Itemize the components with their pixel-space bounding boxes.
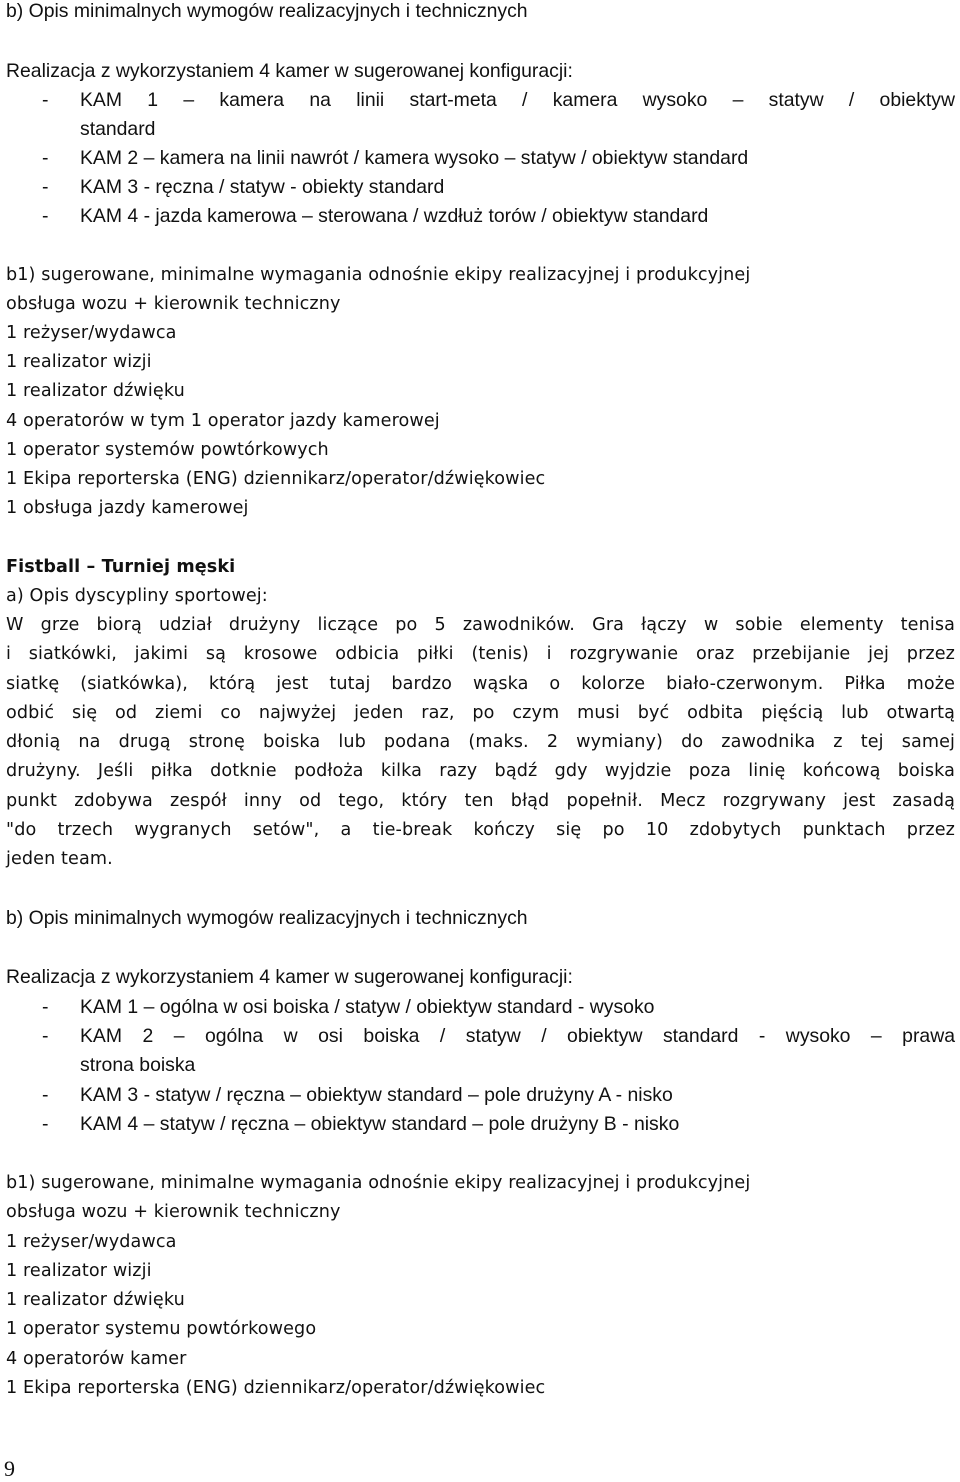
paragraph-line: "do trzech wygranych setów", a tie-break kończy się po 10 zdobytych punktach przez [6,820,955,840]
section1-item-1 [0,89,960,111]
paragraph-line: odbić się od ziemi co najwyżej jeden raz, po czym musi być odbita pięścią lub otwartą [6,703,955,723]
list-item-text: KAM 1 – kamera na linii start-meta / kamera wysoko – statyw / obiektyw [80,89,955,111]
crew1-line: 1 reżyser/wydawca [6,323,177,343]
crew2-heading: b1) sugerowane, minimalne wymagania odnośnie ekipy realizacyjnej i produkcyjnej [6,1173,751,1193]
crew2-line: obsługa wozu + kierownik techniczny [6,1202,341,1222]
fistball-title: Fistball – Turniej męski [6,557,236,577]
crew1-line: 1 realizator dźwięku [6,381,185,401]
list-item-text: KAM 2 – kamera na linii nawrót / kamera wysoko – statyw / obiektyw standard [80,147,749,169]
crew1-line: obsługa wozu + kierownik techniczny [6,294,341,314]
crew1-line: 1 obsługa jazdy kamerowej [6,498,249,518]
paragraph-line: W grze biorą udział drużyny liczące po 5 zawodników. Gra łączy w sobie elementy tenisa [6,615,955,635]
fistball-subtitle: a) Opis dyscypliny sportowej: [6,586,268,606]
crew2-line: 1 operator systemu powtórkowego [6,1319,317,1339]
list-dash: - [42,89,49,111]
crew2-line: 1 reżyser/wydawca [6,1232,177,1252]
paragraph-line: siatkę (siatkówka), którą jest tutaj bardzo wąska o kolorze biało-czerwonym. Piłka może [6,674,955,694]
list-item-text: KAM 3 - statyw / ręczna – obiektyw standard – pole drużyny A - nisko [80,1084,673,1106]
crew1-heading: b1) sugerowane, minimalne wymagania odnośnie ekipy realizacyjnej i produkcyjnej [6,265,751,285]
section2-item-2 [0,1025,960,1047]
crew2-line: 1 realizator wizji [6,1261,152,1281]
list-dash: - [42,1025,49,1047]
crew2-line: 1 realizator dźwięku [6,1290,185,1310]
paragraph-line: i siatkówki, jakimi są krosowe odbicia piłki (tenis) i rozgrywanie oraz przebijanie jej przez [6,644,955,664]
list-item-text: KAM 4 – statyw / ręczna – obiektyw standard – pole drużyny B - nisko [80,1113,680,1135]
list-dash: - [42,176,49,198]
crew1-line: 1 Ekipa reporterska (ENG) dziennikarz/operator/dźwiękowiec [6,469,546,489]
list-dash: - [42,996,49,1018]
section1-intro: Realizacja z wykorzystaniem 4 kamer w sugerowanej konfiguracji: [6,60,573,82]
list-item-text: strona boiska [80,1054,196,1076]
list-dash: - [42,205,49,227]
page-number: 9 [4,1456,15,1481]
list-item-text: KAM 4 - jazda kamerowa – sterowana / wzdłuż torów / obiektyw standard [80,205,709,227]
list-item-text: KAM 1 – ogólna w osi boiska / statyw / obiektyw standard - wysoko [80,996,655,1018]
list-dash: - [42,1084,49,1106]
section2-heading: b) Opis minimalnych wymogów realizacyjnych i technicznych [6,907,528,929]
list-item-text: KAM 2 – ogólna w osi boiska / statyw / obiektyw standard - wysoko – prawa [80,1025,955,1047]
paragraph-line: punkt zdobywa zespół inny od tego, który ten błąd popełnił. Mecz rozgrywany jest zasadą [6,791,955,811]
paragraph-line: dłonią na drugą stronę boiska lub podana (maks. 2 wymiany) do zawodnika z tej samej [6,732,955,752]
crew2-line: 4 operatorów kamer [6,1349,187,1369]
paragraph-line: drużyny. Jeśli piłka dotknie podłoża kilka razy bądź gdy wyjdzie poza linię końcową boiska [6,761,955,781]
section2-intro: Realizacja z wykorzystaniem 4 kamer w sugerowanej konfiguracji: [6,966,573,988]
list-dash: - [42,147,49,169]
crew2-line: 1 Ekipa reporterska (ENG) dziennikarz/operator/dźwiękowiec [6,1378,546,1398]
crew1-line: 1 operator systemów powtórkowych [6,440,329,460]
list-item-text: KAM 3 - ręczna / statyw - obiekty standard [80,176,445,198]
list-dash: - [42,1113,49,1135]
paragraph-line: jeden team. [6,849,113,869]
list-item-text: standard [80,118,156,140]
section1-heading: b) Opis minimalnych wymogów realizacyjnych i technicznych [6,0,528,22]
crew1-line: 1 realizator wizji [6,352,152,372]
crew1-line: 4 operatorów w tym 1 operator jazdy kamerowej [6,411,440,431]
